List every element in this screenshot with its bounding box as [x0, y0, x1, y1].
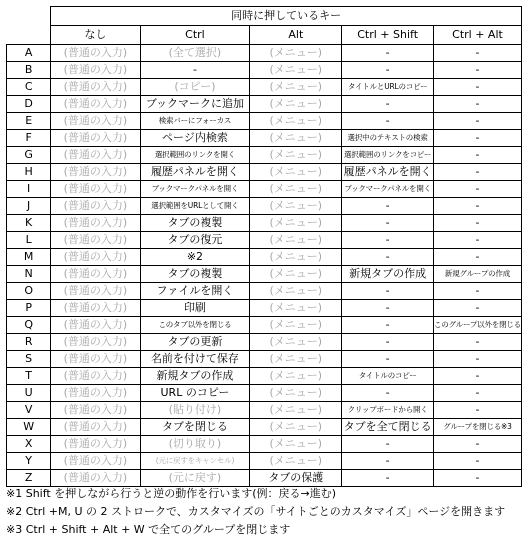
alt-cell: (メニュー)	[250, 198, 342, 215]
table-row	[7, 470, 522, 487]
key-cell: I	[7, 181, 51, 198]
table-row	[7, 45, 522, 62]
ctrl-shift-cell: ブックマークパネルを開く	[342, 181, 434, 198]
ctrl-alt-cell: -	[433, 62, 521, 79]
alt-cell: (メニュー)	[250, 334, 342, 351]
key-cell: Q	[7, 317, 51, 334]
alt-cell: (メニュー)	[250, 215, 342, 232]
ctrl-shift-cell: -	[342, 470, 434, 487]
none-cell: (普通の入力)	[51, 453, 140, 470]
table-row	[7, 62, 522, 79]
table-row	[7, 181, 522, 198]
ctrl-shift-cell: -	[342, 385, 434, 402]
key-cell: T	[7, 368, 51, 385]
ctrl-shift-cell: -	[342, 232, 434, 249]
ctrl-cell: タブを閉じる	[140, 419, 250, 436]
ctrl-cell: (元に戻す)	[140, 470, 250, 487]
ctrl-shift-cell: 選択範囲のリンクをコピー	[342, 147, 434, 164]
footnote: ※1 Shift を押しながら行うと逆の動作を行います(例：戻る→進む)	[6, 487, 337, 500]
table-row	[7, 368, 522, 385]
table-row	[7, 147, 522, 164]
ctrl-shift-cell: -	[342, 351, 434, 368]
table-row	[7, 79, 522, 96]
none-cell: (普通の入力)	[51, 334, 140, 351]
none-cell: (普通の入力)	[51, 249, 140, 266]
ctrl-cell: 印刷	[140, 300, 250, 317]
key-cell: U	[7, 385, 51, 402]
ctrl-cell: 履歴パネルを開く	[140, 164, 250, 181]
none-cell: (普通の入力)	[51, 419, 140, 436]
table-row	[7, 402, 522, 419]
ctrl-alt-cell: -	[433, 300, 521, 317]
none-cell: (普通の入力)	[51, 130, 140, 147]
key-cell: F	[7, 130, 51, 147]
key-cell: G	[7, 147, 51, 164]
key-cell: O	[7, 283, 51, 300]
ctrl-shift-cell: クリップボードから開く	[342, 402, 434, 419]
ctrl-cell: タブの複製	[140, 266, 250, 283]
ctrl-cell: タブの更新	[140, 334, 250, 351]
ctrl-alt-cell: -	[433, 470, 521, 487]
alt-cell: (メニュー)	[250, 351, 342, 368]
footnote: ※2 Ctrl +M, U の 2 ストロークで、カスタマイズの「サイトごとのカスタマイズ」ページを開きます	[6, 505, 506, 518]
none-cell: (普通の入力)	[51, 113, 140, 130]
table-row	[7, 351, 522, 368]
ctrl-shift-cell: タイトルとURLのコピー	[342, 79, 434, 96]
ctrl-shift-cell: -	[342, 334, 434, 351]
column-header-none: なし	[51, 26, 140, 45]
none-cell: (普通の入力)	[51, 283, 140, 300]
alt-cell: (メニュー)	[250, 385, 342, 402]
ctrl-shift-cell: タイトルのコピー	[342, 368, 434, 385]
none-cell: (普通の入力)	[51, 317, 140, 334]
table-row	[7, 96, 522, 113]
alt-cell: (メニュー)	[250, 164, 342, 181]
none-cell: (普通の入力)	[51, 266, 140, 283]
table-row	[7, 300, 522, 317]
alt-cell: (メニュー)	[250, 402, 342, 419]
key-cell: S	[7, 351, 51, 368]
alt-cell: (メニュー)	[250, 147, 342, 164]
alt-cell: (メニュー)	[250, 62, 342, 79]
none-cell: (普通の入力)	[51, 62, 140, 79]
alt-cell: (メニュー)	[250, 266, 342, 283]
footnote: ※3 Ctrl + Shift + Alt + W で全てのグループを閉じます	[6, 523, 291, 536]
none-cell: (普通の入力)	[51, 402, 140, 419]
ctrl-alt-cell: -	[433, 79, 521, 96]
corner-cell	[7, 7, 51, 26]
table-row	[7, 266, 522, 283]
none-cell: (普通の入力)	[51, 436, 140, 453]
ctrl-cell: 選択範囲のリンクを開く	[140, 147, 250, 164]
key-cell: A	[7, 45, 51, 62]
ctrl-shift-cell: -	[342, 317, 434, 334]
key-cell: E	[7, 113, 51, 130]
alt-cell: (メニュー)	[250, 300, 342, 317]
ctrl-cell: タブの複製	[140, 215, 250, 232]
none-cell: (普通の入力)	[51, 147, 140, 164]
none-cell: (普通の入力)	[51, 232, 140, 249]
ctrl-alt-cell: -	[433, 147, 521, 164]
none-cell: (普通の入力)	[51, 215, 140, 232]
ctrl-cell: (切り取り)	[140, 436, 250, 453]
alt-cell: (メニュー)	[250, 96, 342, 113]
key-cell: Z	[7, 470, 51, 487]
key-cell: J	[7, 198, 51, 215]
none-cell: (普通の入力)	[51, 96, 140, 113]
table-row	[7, 419, 522, 436]
alt-cell: (メニュー)	[250, 249, 342, 266]
none-cell: (普通の入力)	[51, 198, 140, 215]
ctrl-alt-cell: 新規グループの作成	[433, 266, 521, 283]
key-cell: M	[7, 249, 51, 266]
alt-cell: (メニュー)	[250, 45, 342, 62]
ctrl-shift-cell: -	[342, 198, 434, 215]
ctrl-alt-cell: -	[433, 402, 521, 419]
none-cell: (普通の入力)	[51, 181, 140, 198]
ctrl-alt-cell: -	[433, 453, 521, 470]
table-row	[7, 130, 522, 147]
ctrl-alt-cell: -	[433, 283, 521, 300]
none-cell: (普通の入力)	[51, 45, 140, 62]
alt-cell: (メニュー)	[250, 283, 342, 300]
alt-cell: (メニュー)	[250, 232, 342, 249]
ctrl-cell: ブックマークに追加	[140, 96, 250, 113]
ctrl-alt-cell: -	[433, 351, 521, 368]
ctrl-alt-cell: -	[433, 96, 521, 113]
table-row	[7, 283, 522, 300]
alt-cell: (メニュー)	[250, 317, 342, 334]
alt-cell: (メニュー)	[250, 79, 342, 96]
ctrl-alt-cell: -	[433, 436, 521, 453]
ctrl-alt-cell: -	[433, 385, 521, 402]
alt-cell: (メニュー)	[250, 130, 342, 147]
ctrl-alt-cell: -	[433, 113, 521, 130]
ctrl-cell: 名前を付けて保存	[140, 351, 250, 368]
ctrl-shift-cell: タブを全て閉じる	[342, 419, 434, 436]
ctrl-alt-cell: -	[433, 334, 521, 351]
ctrl-shift-cell: 選択中のテキストの検索	[342, 130, 434, 147]
ctrl-shift-cell: -	[342, 453, 434, 470]
none-cell: (普通の入力)	[51, 164, 140, 181]
footnotes	[6, 485, 522, 539]
alt-cell: (メニュー)	[250, 368, 342, 385]
ctrl-alt-cell: このグループ以外を閉じる	[433, 317, 521, 334]
ctrl-shift-cell: 新規タブの作成	[342, 266, 434, 283]
key-cell: B	[7, 62, 51, 79]
none-cell: (普通の入力)	[51, 300, 140, 317]
key-cell: P	[7, 300, 51, 317]
alt-cell: (メニュー)	[250, 181, 342, 198]
table-row	[7, 453, 522, 470]
ctrl-cell: -	[140, 62, 250, 79]
ctrl-shift-cell: 履歴パネルを開く	[342, 164, 434, 181]
alt-cell: (メニュー)	[250, 113, 342, 130]
none-cell: (普通の入力)	[51, 351, 140, 368]
key-cell: Y	[7, 453, 51, 470]
ctrl-alt-cell: -	[433, 164, 521, 181]
column-header-ctrl-shift: Ctrl + Shift	[342, 26, 434, 45]
ctrl-cell: タブの復元	[140, 232, 250, 249]
key-cell: V	[7, 402, 51, 419]
ctrl-alt-cell: -	[433, 45, 521, 62]
key-cell: R	[7, 334, 51, 351]
alt-cell: タブの保護	[250, 470, 342, 487]
table-row	[7, 436, 522, 453]
ctrl-alt-cell: -	[433, 130, 521, 147]
corner-cell	[7, 26, 51, 45]
column-header-ctrl: Ctrl	[140, 26, 250, 45]
ctrl-alt-cell: -	[433, 198, 521, 215]
key-cell: L	[7, 232, 51, 249]
ctrl-cell: このタブ以外を閉じる	[140, 317, 250, 334]
ctrl-alt-cell: -	[433, 232, 521, 249]
ctrl-cell: 新規タブの作成	[140, 368, 250, 385]
ctrl-cell: (貼り付け)	[140, 402, 250, 419]
key-cell: K	[7, 215, 51, 232]
table-row	[7, 317, 522, 334]
ctrl-shift-cell: -	[342, 300, 434, 317]
none-cell: (普通の入力)	[51, 79, 140, 96]
ctrl-alt-cell: グループを閉じる※3	[433, 419, 521, 436]
group-header: 同時に押しているキー	[51, 7, 522, 26]
key-cell: C	[7, 79, 51, 96]
column-header-ctrl-alt: Ctrl + Alt	[433, 26, 521, 45]
ctrl-alt-cell: -	[433, 368, 521, 385]
key-cell: W	[7, 419, 51, 436]
ctrl-cell: 検索バーにフォーカス	[140, 113, 250, 130]
ctrl-alt-cell: -	[433, 249, 521, 266]
table-row	[7, 249, 522, 266]
ctrl-cell: (全て選択)	[140, 45, 250, 62]
ctrl-shift-cell: -	[342, 215, 434, 232]
table-row	[7, 164, 522, 181]
ctrl-cell: URL のコピー	[140, 385, 250, 402]
ctrl-cell: ファイルを開く	[140, 283, 250, 300]
ctrl-shift-cell: -	[342, 113, 434, 130]
none-cell: (普通の入力)	[51, 470, 140, 487]
alt-cell: (メニュー)	[250, 453, 342, 470]
none-cell: (普通の入力)	[51, 368, 140, 385]
key-cell: H	[7, 164, 51, 181]
key-cell: N	[7, 266, 51, 283]
alt-cell: (メニュー)	[250, 419, 342, 436]
ctrl-shift-cell: -	[342, 436, 434, 453]
ctrl-shift-cell: -	[342, 62, 434, 79]
ctrl-alt-cell: -	[433, 215, 521, 232]
ctrl-shift-cell: -	[342, 45, 434, 62]
ctrl-alt-cell: -	[433, 181, 521, 198]
table-row	[7, 113, 522, 130]
ctrl-cell: ※2	[140, 249, 250, 266]
table-row	[7, 232, 522, 249]
column-header-alt: Alt	[250, 26, 342, 45]
table-row	[7, 334, 522, 351]
key-cell: X	[7, 436, 51, 453]
table-row	[7, 198, 522, 215]
key-cell: D	[7, 96, 51, 113]
table-row	[7, 215, 522, 232]
ctrl-cell: ブックマークパネルを開く	[140, 181, 250, 198]
ctrl-cell: (コピー)	[140, 79, 250, 96]
ctrl-shift-cell: -	[342, 249, 434, 266]
ctrl-cell: (元に戻すをキャンセル)	[140, 453, 250, 470]
ctrl-shift-cell: -	[342, 283, 434, 300]
alt-cell: (メニュー)	[250, 436, 342, 453]
table-row	[7, 385, 522, 402]
ctrl-cell: ページ内検索	[140, 130, 250, 147]
shortcut-table	[6, 6, 522, 487]
ctrl-cell: 選択範囲をURLとして開く	[140, 198, 250, 215]
none-cell: (普通の入力)	[51, 385, 140, 402]
ctrl-shift-cell: -	[342, 96, 434, 113]
